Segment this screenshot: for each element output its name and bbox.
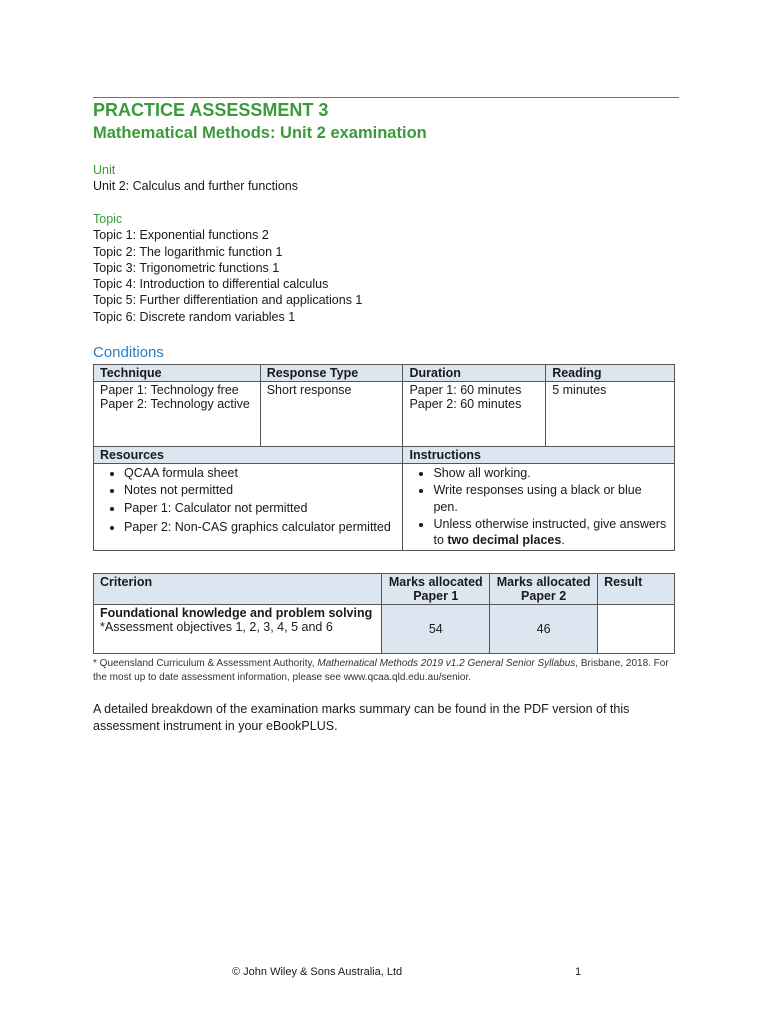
technique-paper1: Paper 1: Technology free xyxy=(100,383,239,397)
result-header: Result xyxy=(598,574,675,605)
criterion-header: Criterion xyxy=(94,574,382,605)
marks-paper1-header: Marks allocated Paper 1 xyxy=(382,574,490,605)
instruction-item xyxy=(433,516,668,549)
topic-label: Topic xyxy=(93,212,123,226)
reading-header: Reading xyxy=(546,365,675,382)
document-page xyxy=(93,0,675,1024)
topic-item: Topic 3: Trigonometric functions 1 xyxy=(93,260,280,275)
duration-cell xyxy=(403,382,546,447)
instruction-emphasis: two decimal places xyxy=(447,533,562,548)
footnote xyxy=(93,657,675,685)
resource-item: • QCAA formula sheet xyxy=(124,465,396,481)
response-type-header: Response Type xyxy=(260,365,403,382)
instructions-header: Instructions xyxy=(403,447,675,464)
instruction-text: Unless otherwise instructed, give answers to xyxy=(433,516,667,548)
criteria-table xyxy=(93,573,675,654)
assessment-subtitle: Mathematical Methods: Unit 2 examination xyxy=(93,124,427,142)
unit-value: Unit 2: Calculus and further functions xyxy=(93,179,298,194)
instructions-cell xyxy=(403,464,675,551)
conditions-heading: Conditions xyxy=(93,344,164,361)
duration-paper2: Paper 2: 60 minutes xyxy=(409,397,522,411)
topic-item: Topic 1: Exponential functions 2 xyxy=(93,228,269,243)
response-type-cell: Short response xyxy=(260,382,403,447)
copyright-footer: © John Wiley & Sons Australia, Ltd xyxy=(232,966,403,978)
instruction-item: • Write responses using a black or blue pen. xyxy=(433,482,668,515)
breakdown-paragraph: A detailed breakdown of the examination marks summary can be found in the PDF version of this assessment instrument in your eBookPLUS. xyxy=(93,702,630,733)
result-cell xyxy=(598,605,675,654)
topic-item: Topic 4: Introduction to differential calculus xyxy=(93,277,329,292)
footnote-prefix: * Queensland Curriculum & Assessment Authority, xyxy=(93,658,318,669)
resources-header: Resources xyxy=(94,447,403,464)
technique-header: Technique xyxy=(94,365,261,382)
marks-paper1-value: 54 xyxy=(382,605,490,654)
criterion-note: *Assessment objectives 1, 2, 3, 4, 5 and 6 xyxy=(100,620,333,634)
duration-paper1: Paper 1: 60 minutes xyxy=(409,383,522,397)
criterion-cell xyxy=(94,605,382,654)
resource-item: • Paper 2: Non-CAS graphics calculator permitted xyxy=(124,519,396,535)
header-rule xyxy=(93,97,679,98)
topic-section xyxy=(93,211,362,325)
topic-item: Topic 2: The logarithmic function 1 xyxy=(93,244,283,259)
technique-paper2: Paper 2: Technology active xyxy=(100,397,250,411)
technique-cell xyxy=(94,382,261,447)
resource-item: • Notes not permitted xyxy=(124,482,396,498)
assessment-title: PRACTICE ASSESSMENT 3 xyxy=(93,100,329,120)
instruction-item: • Show all working. xyxy=(433,465,668,481)
resources-cell xyxy=(94,464,403,551)
duration-header: Duration xyxy=(403,365,546,382)
marks-paper2-value: 46 xyxy=(490,605,598,654)
marks-paper2-header: Marks allocated Paper 2 xyxy=(490,574,598,605)
topic-item: Topic 5: Further differentiation and applications 1 xyxy=(93,293,363,308)
unit-label: Unit xyxy=(93,163,116,177)
conditions-table xyxy=(93,364,675,551)
unit-section xyxy=(93,162,298,195)
reading-cell: 5 minutes xyxy=(546,382,675,447)
instruction-end: . xyxy=(561,533,565,548)
footnote-italic: Mathematical Methods 2019 v1.2 General Senior Syllabus xyxy=(317,658,576,669)
topic-item: Topic 6: Discrete random variables 1 xyxy=(93,309,296,324)
resource-item: • Paper 1: Calculator not permitted xyxy=(124,500,396,516)
page-number: 1 xyxy=(575,966,582,978)
criterion-name: Foundational knowledge and problem solving xyxy=(100,606,373,620)
footnote-suffix: , Brisbane, 2018. For the most up to date assessment information, please see www.qcaa.qld.edu.au/senior. xyxy=(93,658,669,683)
